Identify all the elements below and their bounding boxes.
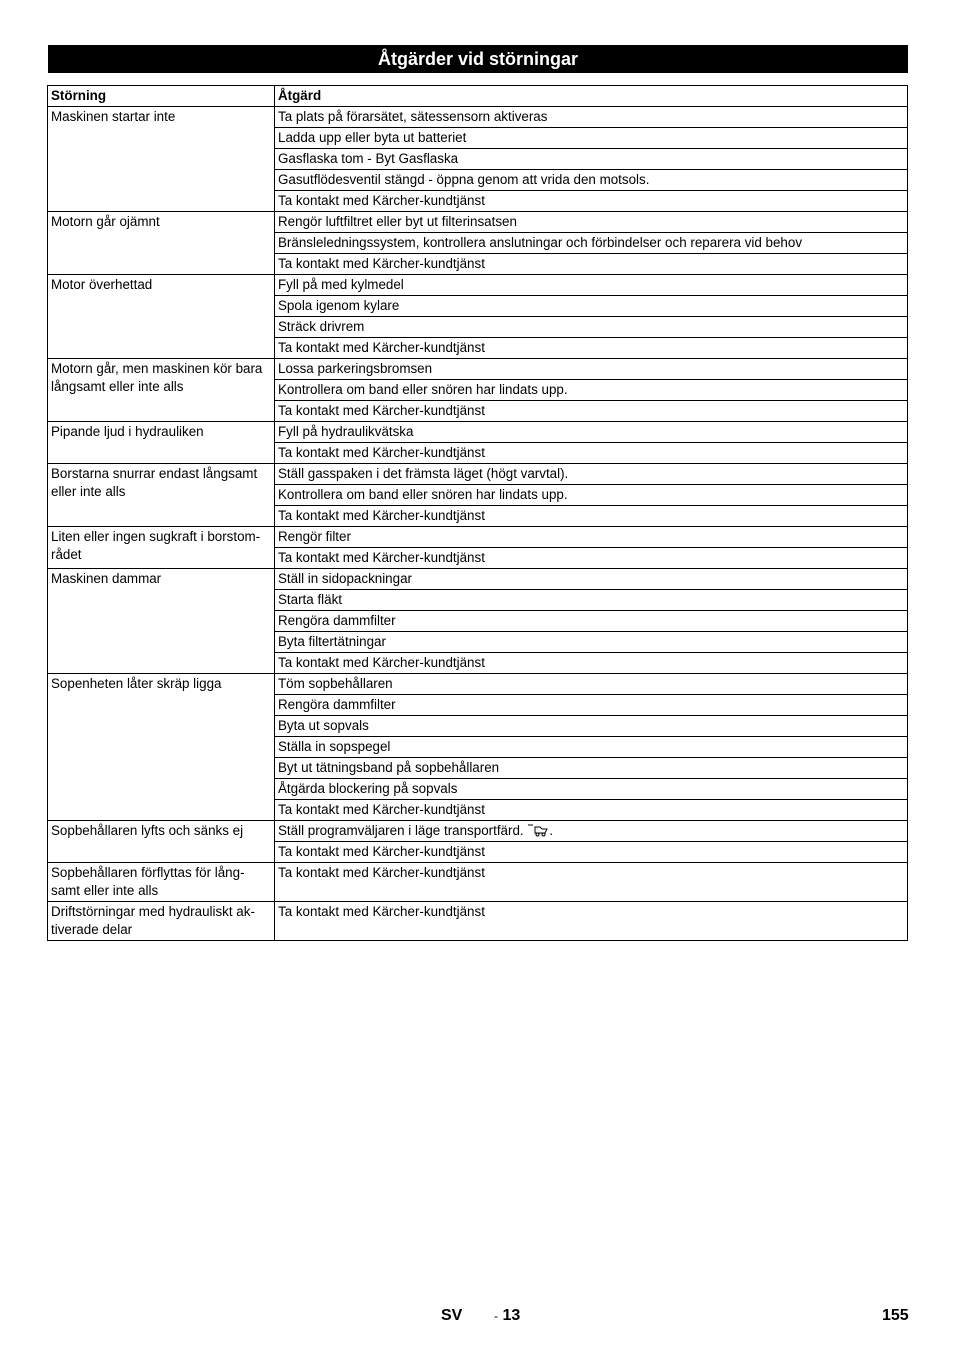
remedy-cell: Rengöra dammfilter: [275, 611, 908, 632]
remedy-cell: Åtgärda blockering på sopvals: [275, 779, 908, 800]
footer-dash: -: [494, 1309, 498, 1323]
fault-cell: Pipande ljud i hydrauliken: [48, 422, 275, 464]
remedy-cell: Rengöra dammfilter: [275, 695, 908, 716]
remedy-cell: Ta kontakt med Kärcher-kundtjänst: [275, 863, 908, 902]
remedy-cell: Spola igenom kylare: [275, 296, 908, 317]
remedy-cell: Ta kontakt med Kärcher-kundtjänst: [275, 254, 908, 275]
remedy-cell: Ta kontakt med Kärcher-kundtjänst: [275, 401, 908, 422]
remedy-cell: Lossa parkeringsbromsen: [275, 359, 908, 380]
remedy-cell: Kontrollera om band eller snören har lindats upp.: [275, 380, 908, 401]
table-row: [48, 212, 908, 233]
table-row: [48, 107, 908, 128]
fault-cell: Motorn går, men maskinen kör bara långsamt eller inte alls: [48, 359, 275, 422]
remedy-cell: Ta kontakt med Kärcher-kundtjänst: [275, 191, 908, 212]
fault-cell: Borstarna snurrar endast långsamt eller inte alls: [48, 464, 275, 527]
footer-page-number: 155: [882, 1307, 909, 1324]
remedy-cell: Byta ut sopvals: [275, 716, 908, 737]
table-row: [48, 902, 908, 941]
remedy-cell: Ställa in sopspegel: [275, 737, 908, 758]
page-title: Åtgärder vid störningar: [48, 45, 908, 73]
header-remedy: Åtgärd: [275, 86, 908, 107]
table-row: [48, 275, 908, 296]
remedy-cell: Ta kontakt med Kärcher-kundtjänst: [275, 800, 908, 821]
footer-section-number: 13: [502, 1307, 521, 1324]
header-fault: Störning: [48, 86, 275, 107]
remedy-cell: Ställ gasspaken i det främsta läget (högt varvtal).: [275, 464, 908, 485]
remedy-cell: Fyll på hydraulikvätska: [275, 422, 908, 443]
table-row: [48, 863, 908, 902]
remedy-cell: Ta kontakt med Kärcher-kundtjänst: [275, 443, 908, 464]
remedy-cell: Ta kontakt med Kärcher-kundtjänst: [275, 338, 908, 359]
remedy-cell: Ställ in sidopackningar: [275, 569, 908, 590]
fault-cell: Liten eller ingen sugkraft i borstom-rådet: [48, 527, 275, 569]
remedy-cell: Rengör luftfiltret eller byt ut filterinsatsen: [275, 212, 908, 233]
table-row: [48, 422, 908, 443]
table-row: [48, 359, 908, 380]
remedy-cell: Ta kontakt med Kärcher-kundtjänst: [275, 842, 908, 863]
remedy-suffix: .: [549, 823, 554, 838]
transport-mode-icon: [527, 823, 549, 837]
table-header-row: [48, 86, 908, 107]
remedy-cell: Rengör filter: [275, 527, 908, 548]
remedy-cell: [275, 821, 908, 842]
remedy-cell: Ta kontakt med Kärcher-kundtjänst: [275, 902, 908, 941]
remedy-cell: Ta kontakt med Kärcher-kundtjänst: [275, 548, 908, 569]
remedy-cell: Byt ut tätningsband på sopbehållaren: [275, 758, 908, 779]
remedy-cell: Töm sopbehållaren: [275, 674, 908, 695]
fault-cell: Maskinen dammar: [48, 569, 275, 674]
table-row: [48, 527, 908, 548]
troubleshooting-table: [47, 85, 908, 941]
fault-cell: Motorn går ojämnt: [48, 212, 275, 275]
remedy-cell: Sträck drivrem: [275, 317, 908, 338]
table-row: [48, 464, 908, 485]
footer-language: SV: [441, 1307, 463, 1324]
remedy-text: Ställ programväljaren i läge transportfärd.: [278, 823, 524, 838]
remedy-cell: Ta kontakt med Kärcher-kundtjänst: [275, 653, 908, 674]
remedy-cell: Starta fläkt: [275, 590, 908, 611]
table-row: [48, 821, 908, 842]
fault-cell: Motor överhettad: [48, 275, 275, 359]
fault-cell: Driftstörningar med hydrauliskt ak-tiverade delar: [48, 902, 275, 941]
table-row: [48, 569, 908, 590]
remedy-cell: Fyll på med kylmedel: [275, 275, 908, 296]
remedy-cell: Ladda upp eller byta ut batteriet: [275, 128, 908, 149]
footer-section-page: [494, 1307, 520, 1325]
remedy-cell: Kontrollera om band eller snören har lindats upp.: [275, 485, 908, 506]
fault-cell: Sopbehållaren lyfts och sänks ej: [48, 821, 275, 863]
remedy-cell: Gasflaska tom - Byt Gasflaska: [275, 149, 908, 170]
remedy-cell: Ta plats på förarsätet, sätessensorn aktiveras: [275, 107, 908, 128]
remedy-cell: Byta filtertätningar: [275, 632, 908, 653]
remedy-cell: Bränsleledningssystem, kontrollera anslutningar och förbindelser och reparera vid behov: [275, 233, 908, 254]
fault-cell: Sopbehållaren förflyttas för lång-samt eller inte alls: [48, 863, 275, 902]
table-row: [48, 674, 908, 695]
remedy-cell: Ta kontakt med Kärcher-kundtjänst: [275, 506, 908, 527]
fault-cell: Maskinen startar inte: [48, 107, 275, 212]
remedy-cell: Gasutflödesventil stängd - öppna genom att vrida den motsols.: [275, 170, 908, 191]
fault-cell: Sopenheten låter skräp ligga: [48, 674, 275, 821]
